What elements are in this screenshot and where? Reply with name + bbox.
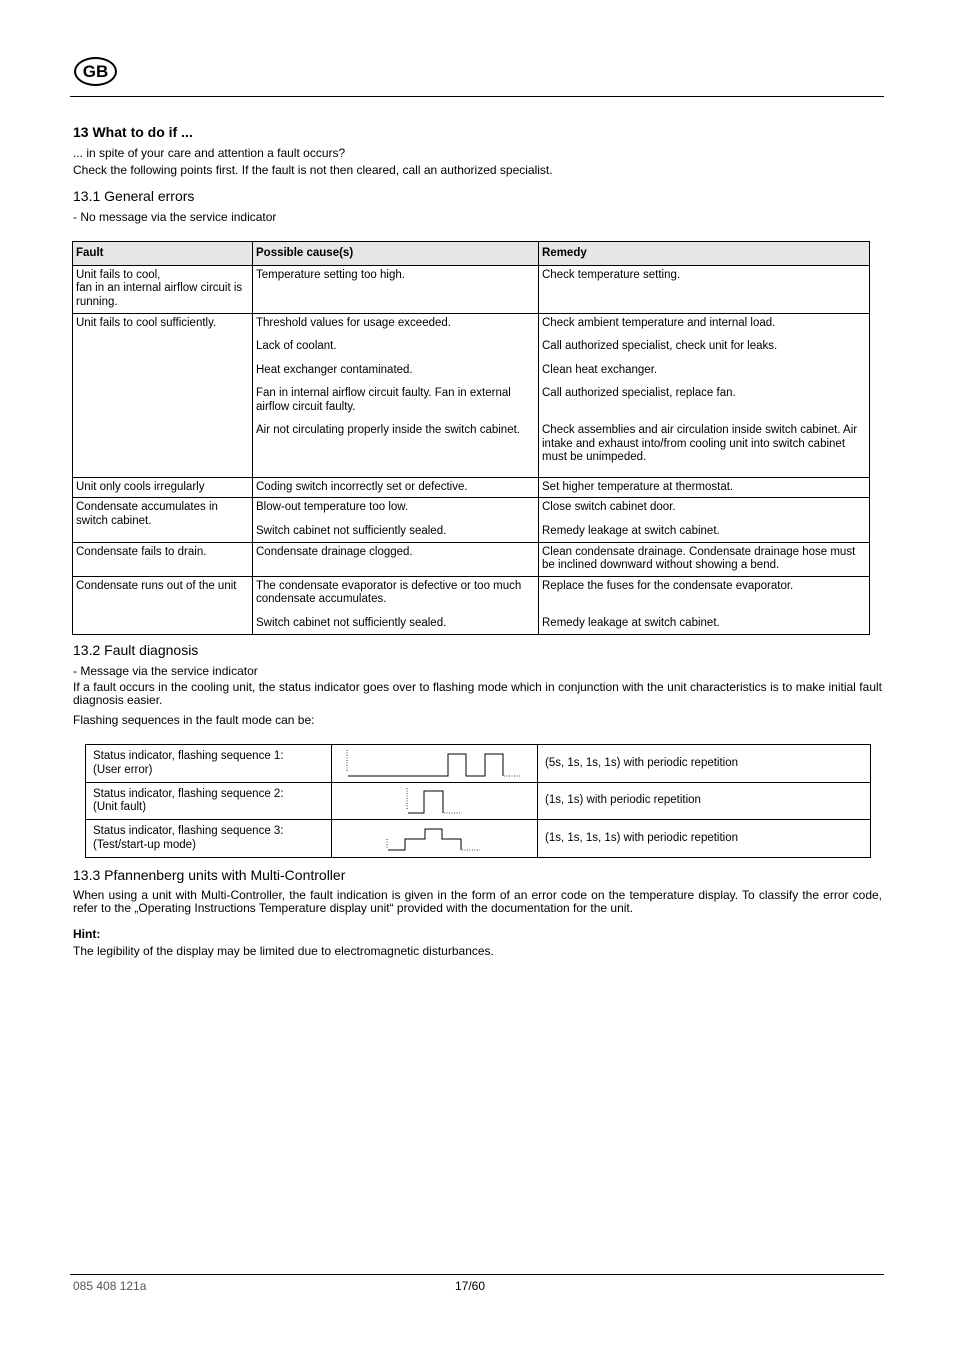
section-13-2-text-1: If a fault occurs in the cooling unit, the status indicator goes over to flashing mode which in conjunction with the unit characteristics is to make initial fault diagnosis easier.: [73, 680, 882, 707]
remedy-cell: [539, 477, 870, 498]
cause-text: Blow-out temperature too low.: [256, 501, 409, 513]
remedy-text: Remedy leakage at switch cabinet.: [542, 617, 720, 629]
hint-label: Hint:: [73, 927, 101, 941]
cause-cell: [253, 576, 539, 634]
section-13-1-title: 13.1 General errors: [73, 188, 195, 204]
table-row: [73, 576, 870, 634]
column-header-remedy: Remedy: [539, 242, 870, 266]
fault-cell: Unit fails to cool, fan in an internal airflow circuit is running.: [73, 265, 253, 313]
remedy-text: Replace the fuses for the condensate evaporator.: [542, 579, 794, 592]
remedy-cell: [539, 498, 870, 543]
section-13-intro-1: ... in spite of your care and attention a fault occurs?: [73, 146, 346, 160]
waveform-icon: [332, 746, 538, 782]
table-row: [73, 265, 870, 313]
remedy-text: Clean heat exchanger.: [542, 363, 658, 376]
cause-text: Lack of coolant.: [256, 340, 337, 352]
sequence-timing: (1s, 1s) with periodic repetition: [538, 783, 871, 820]
cause-text: Threshold values for usage exceeded.: [256, 316, 451, 329]
remedy-text: Set higher temperature at thermostat.: [542, 480, 734, 493]
section-13-2-note: - Message via the service indicator: [73, 664, 258, 678]
cause-text: Condensate drainage clogged.: [256, 545, 413, 558]
sequence-label: Status indicator, flashing sequence 2: (Unit fault): [86, 783, 332, 820]
cause-text: The condensate evaporator is defective or too much condensate accumulates.: [256, 579, 522, 605]
cause-text: Coding switch incorrectly set or defective.: [256, 480, 468, 493]
footer-rule: [70, 1274, 884, 1275]
column-header-causes: Possible cause(s): [253, 242, 539, 266]
column-header-fault: Fault: [73, 242, 253, 266]
sequence-1-waveform: [332, 745, 538, 783]
remedy-cell: [539, 542, 870, 576]
fault-cell: Condensate runs out of the unit: [73, 576, 253, 634]
remedy-text: Remedy leakage at switch cabinet.: [542, 525, 720, 537]
general-errors-table: [72, 241, 870, 635]
fault-cell: Condensate accumulates in switch cabinet.: [73, 498, 253, 543]
waveform-icon: [332, 821, 538, 857]
remedy-text: Check assemblies and air circulation inside switch cabinet. Air intake and exhaust into/from cooling unit into switch cabinet must be unimpeded.: [542, 424, 858, 463]
sequence-2-waveform: [332, 783, 538, 820]
remedy-text: Check ambient temperature and internal load.: [542, 316, 776, 329]
hint-text: The legibility of the display may be limited due to electromagnetic disturbances.: [73, 944, 494, 958]
section-13-3-text: When using a unit with Multi-Controller, the fault indication is given in the form of an error code on the temperature display. To classify the error code, refer to the „Operating Instructions Temperature display unit“ provided with the documentation for the unit.: [73, 888, 882, 915]
section-13-3-title: 13.3 Pfannenberg units with Multi-Controller: [73, 867, 346, 883]
cause-text: Temperature setting too high.: [256, 268, 405, 281]
cause-cell: [253, 542, 539, 576]
cause-text: Air not circulating properly inside the switch cabinet.: [256, 424, 520, 436]
gb-language-badge: GB: [74, 57, 117, 86]
remedy-text: Call authorized specialist, replace fan.: [542, 387, 736, 399]
sequence-label: Status indicator, flashing sequence 3: (Test/start-up mode): [86, 820, 332, 858]
table-header-row: [73, 242, 870, 266]
sequence-timing: (5s, 1s, 1s, 1s) with periodic repetition: [538, 745, 871, 783]
fault-cell: Unit only cools irregularly: [73, 477, 253, 498]
fault-cell: Condensate fails to drain.: [73, 542, 253, 576]
cause-cell: [253, 265, 539, 313]
table-row: [73, 542, 870, 576]
section-13-2-title: 13.2 Fault diagnosis: [73, 642, 199, 658]
sequence-3-waveform: [332, 820, 538, 858]
cause-cell: [253, 498, 539, 543]
remedy-cell: [539, 576, 870, 634]
doc-number: 085 408 121a: [73, 1279, 147, 1293]
cause-text: Switch cabinet not sufficiently sealed.: [256, 617, 447, 629]
remedy-text: Clean condensate drainage. Condensate drainage hose must be inclined downward without showing a bend.: [542, 545, 856, 571]
remedy-text: Close switch cabinet door.: [542, 501, 676, 513]
fault-cell: Unit fails to cool sufficiently.: [73, 313, 253, 477]
cause-text: Heat exchanger contaminated.: [256, 363, 413, 376]
table-row: [86, 820, 871, 858]
cause-cell: [253, 477, 539, 498]
table-row: [73, 498, 870, 543]
remedy-text: Check temperature setting.: [542, 268, 681, 281]
cause-text: Switch cabinet not sufficiently sealed.: [256, 525, 447, 537]
sequence-label: Status indicator, flashing sequence 1: (User error): [86, 745, 332, 783]
waveform-icon: [332, 784, 538, 819]
table-row: [73, 477, 870, 498]
flashing-sequence-table: [85, 744, 871, 858]
section-13-title: 13 What to do if ...: [73, 124, 193, 140]
page-number: 17/60: [455, 1279, 486, 1293]
sequence-timing: (1s, 1s, 1s, 1s) with periodic repetition: [538, 820, 871, 858]
remedy-text: Call authorized specialist, check unit for leaks.: [542, 340, 778, 352]
section-13-1-note: - No message via the service indicator: [73, 210, 277, 224]
table-row: [86, 783, 871, 820]
section-13-2-text-2: Flashing sequences in the fault mode can be:: [73, 713, 315, 727]
remedy-cell: [539, 313, 870, 477]
table-row: [86, 745, 871, 783]
header-rule: [70, 96, 884, 97]
cause-cell: [253, 313, 539, 477]
section-13-intro-2: Check the following points first. If the fault is not then cleared, call an authorized specialist.: [73, 163, 553, 177]
table-row: [73, 313, 870, 477]
cause-text: Fan in internal airflow circuit faulty. Fan in external airflow circuit faulty.: [256, 387, 511, 413]
remedy-cell: [539, 265, 870, 313]
